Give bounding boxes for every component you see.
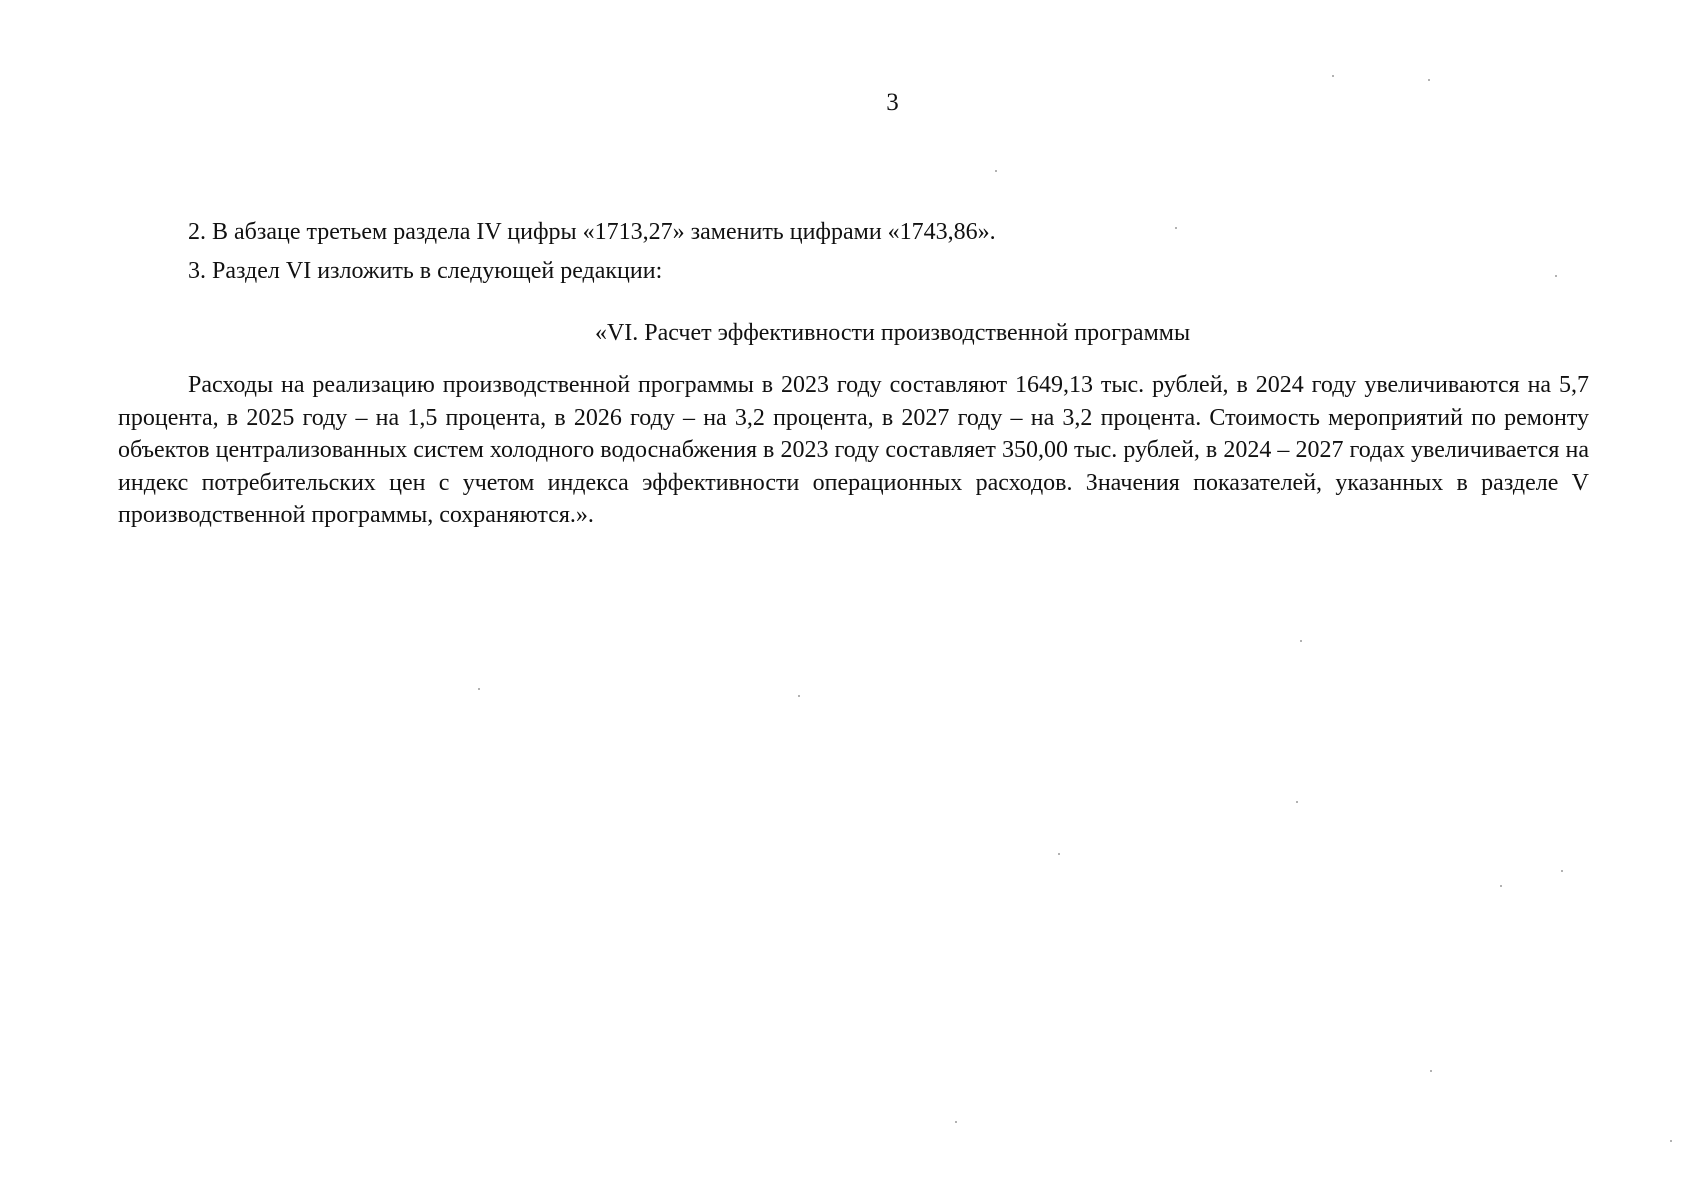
page-number: 3 xyxy=(886,89,899,116)
scan-speck xyxy=(1175,227,1177,229)
scan-speck xyxy=(798,695,800,697)
scan-speck xyxy=(1300,640,1302,642)
section-heading: «VI. Расчет эффективности производственной программы xyxy=(594,320,1191,346)
scan-speck xyxy=(955,1121,957,1123)
scan-speck xyxy=(1561,870,1563,872)
amendment-item-3: 3. Раздел VI изложить в следующей редакции: xyxy=(188,258,663,284)
scan-speck xyxy=(1500,885,1502,887)
scan-speck xyxy=(1296,801,1298,803)
scan-speck xyxy=(1058,853,1060,855)
scan-speck xyxy=(1670,1140,1672,1142)
scan-speck xyxy=(1428,79,1430,81)
scan-speck xyxy=(1430,1070,1432,1072)
scan-speck xyxy=(478,688,480,690)
scan-speck xyxy=(995,170,997,172)
scan-speck xyxy=(1332,75,1334,77)
section-paragraph: Расходы на реализацию производственной программы в 2023 году составляют 1649,13 тыс. рублей, в 2024 году увеличиваются на 5,7 процента, в 2025 году – на 1,5 процента, в 2026 году – на 3,2 процента, в 2027 году – на 3,2 процента. Стоимость мероприятий по ремонту объектов централизованных систем холодного водоснабжения в 2023 году составляет 350,00 тыс. рублей, в 2024 – 2027 годах увеличивается на индекс потребительских цен с учетом индекса эффективности операционных расходов. Значения показателей, указанных в разделе V производственной программы, сохраняются.». xyxy=(118,372,1589,528)
scan-speck xyxy=(1555,275,1557,277)
amendment-item-2: 2. В абзаце третьем раздела IV цифры «1713,27» заменить цифрами «1743,86». xyxy=(188,219,996,245)
